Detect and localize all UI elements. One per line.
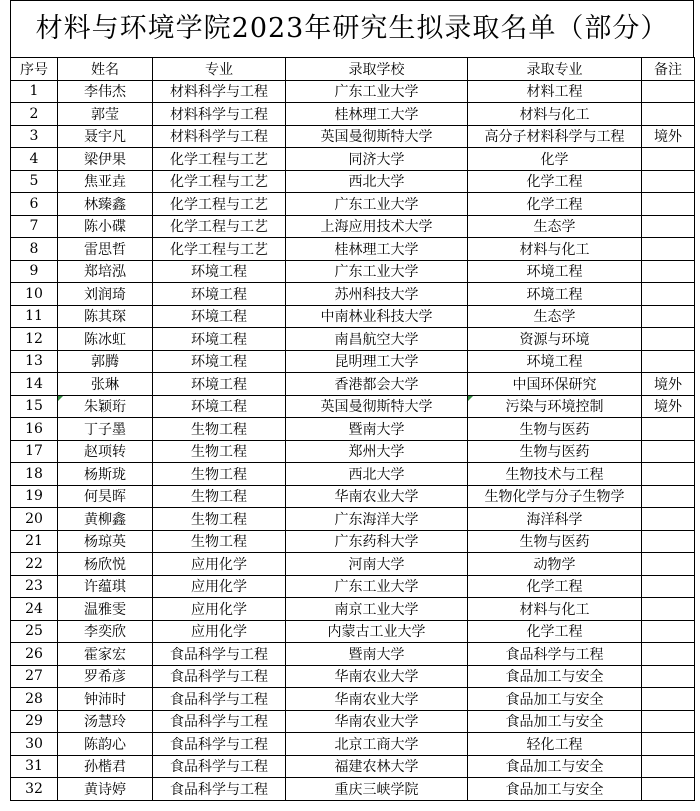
- cell-index: 8: [11, 238, 58, 261]
- cell-index: 14: [11, 373, 58, 396]
- cell-index: 9: [11, 260, 58, 283]
- cell-note: [642, 148, 695, 171]
- table-row: [11, 463, 695, 486]
- cell-school: 郑州大学: [286, 440, 468, 463]
- table-row: [11, 598, 695, 621]
- cell-admitted-major: 化学工程: [468, 193, 642, 216]
- cell-admitted-major: 高分子材料科学与工程: [468, 125, 642, 148]
- cell-name: 林臻鑫: [58, 193, 153, 216]
- cell-major: 环境工程: [153, 260, 286, 283]
- cell-name: 梁伊果: [58, 148, 153, 171]
- cell-major: 材料科学与工程: [153, 125, 286, 148]
- header-row: [11, 58, 695, 81]
- cell-note: [642, 103, 695, 126]
- header-admitted-major: 录取专业: [468, 58, 642, 81]
- cell-school: 内蒙古工业大学: [286, 620, 468, 643]
- cell-major: 化学工程与工艺: [153, 193, 286, 216]
- table-row: [11, 395, 695, 418]
- cell-note: [642, 305, 695, 328]
- cell-note: [642, 710, 695, 733]
- table-row: [11, 530, 695, 553]
- cell-school: 广东海洋大学: [286, 508, 468, 531]
- cell-school: 香港都会大学: [286, 373, 468, 396]
- cell-index: 24: [11, 598, 58, 621]
- header-school: 录取学校: [286, 58, 468, 81]
- cell-major: 化学工程与工艺: [153, 170, 286, 193]
- cell-index: 5: [11, 170, 58, 193]
- table-row: [11, 260, 695, 283]
- cell-index: 1: [11, 80, 58, 103]
- table-row: [11, 373, 695, 396]
- cell-admitted-major: 材料与化工: [468, 238, 642, 261]
- cell-school: 华南农业大学: [286, 665, 468, 688]
- table-row: [11, 778, 695, 801]
- cell-name: 杨琼英: [58, 530, 153, 553]
- cell-note: [642, 733, 695, 756]
- cell-note: [642, 80, 695, 103]
- table-row: [11, 170, 695, 193]
- cell-school: 北京工商大学: [286, 733, 468, 756]
- cell-index: 23: [11, 575, 58, 598]
- cell-admitted-major: 化学工程: [468, 575, 642, 598]
- cell-name: 黄柳鑫: [58, 508, 153, 531]
- cell-name: 刘润琦: [58, 283, 153, 306]
- cell-index: 18: [11, 463, 58, 486]
- cell-note: [642, 688, 695, 711]
- table-row: [11, 193, 695, 216]
- cell-note: [642, 755, 695, 778]
- cell-school: 西北大学: [286, 170, 468, 193]
- cell-admitted-major: 动物学: [468, 553, 642, 576]
- header-note: 备注: [642, 58, 695, 81]
- cell-major: 生物工程: [153, 485, 286, 508]
- cell-note: [642, 643, 695, 666]
- cell-name: 孙楷君: [58, 755, 153, 778]
- cell-name: 郭腾: [58, 350, 153, 373]
- cell-index: 15: [11, 395, 58, 418]
- cell-note: 境外: [642, 125, 695, 148]
- cell-index: 12: [11, 328, 58, 351]
- table-row: [11, 733, 695, 756]
- cell-name: 焦亚垚: [58, 170, 153, 193]
- cell-name: 陈冰虹: [58, 328, 153, 351]
- cell-school: 华南农业大学: [286, 710, 468, 733]
- cell-school: 广东工业大学: [286, 80, 468, 103]
- cell-index: 31: [11, 755, 58, 778]
- cell-name: 罗希彦: [58, 665, 153, 688]
- cell-index: 28: [11, 688, 58, 711]
- cell-admitted-major: 化学: [468, 148, 642, 171]
- cell-major: 材料科学与工程: [153, 103, 286, 126]
- header-name: 姓名: [58, 58, 153, 81]
- cell-school: 广东药科大学: [286, 530, 468, 553]
- cell-major: 生物工程: [153, 530, 286, 553]
- cell-name: 何昊晖: [58, 485, 153, 508]
- cell-major: 食品科学与工程: [153, 665, 286, 688]
- cell-admitted-major: 食品加工与安全: [468, 755, 642, 778]
- table-row: [11, 305, 695, 328]
- cell-index: 30: [11, 733, 58, 756]
- table-row: [11, 238, 695, 261]
- cell-note: [642, 440, 695, 463]
- table-row: [11, 103, 695, 126]
- table-row: [11, 620, 695, 643]
- cell-note: [642, 575, 695, 598]
- cell-note: 境外: [642, 395, 695, 418]
- cell-admitted-major: 食品科学与工程: [468, 643, 642, 666]
- table-row: [11, 575, 695, 598]
- cell-name: 郑培泓: [58, 260, 153, 283]
- cell-admitted-major: 食品加工与安全: [468, 665, 642, 688]
- cell-index: 7: [11, 215, 58, 238]
- table-row: [11, 283, 695, 306]
- cell-name: 黄诗婷: [58, 778, 153, 801]
- cell-admitted-major: 中国环保研究: [468, 373, 642, 396]
- cell-index: 3: [11, 125, 58, 148]
- cell-admitted-major: 环境工程: [468, 350, 642, 373]
- cell-index: 22: [11, 553, 58, 576]
- cell-index: 2: [11, 103, 58, 126]
- cell-major: 食品科学与工程: [153, 733, 286, 756]
- table-row: [11, 328, 695, 351]
- admission-table: [10, 57, 695, 801]
- cell-school: 广东工业大学: [286, 193, 468, 216]
- cell-major: 应用化学: [153, 598, 286, 621]
- cell-school: 华南农业大学: [286, 485, 468, 508]
- cell-school: 暨南大学: [286, 643, 468, 666]
- cell-school: 苏州科技大学: [286, 283, 468, 306]
- table-row: [11, 485, 695, 508]
- table-row: [11, 80, 695, 103]
- cell-name: 陈小碟: [58, 215, 153, 238]
- cell-note: [642, 508, 695, 531]
- cell-major: 环境工程: [153, 283, 286, 306]
- cell-name: 郭莹: [58, 103, 153, 126]
- cell-name: 汤慧玲: [58, 710, 153, 733]
- cell-major: 应用化学: [153, 575, 286, 598]
- table-row: [11, 688, 695, 711]
- table-row: [11, 508, 695, 531]
- cell-name: 许蕴琪: [58, 575, 153, 598]
- cell-note: [642, 530, 695, 553]
- cell-major: 食品科学与工程: [153, 643, 286, 666]
- cell-name: 钟沛时: [58, 688, 153, 711]
- cell-index: 27: [11, 665, 58, 688]
- cell-school: 重庆三峡学院: [286, 778, 468, 801]
- cell-index: 17: [11, 440, 58, 463]
- cell-school: 中南林业科技大学: [286, 305, 468, 328]
- cell-major: 生物工程: [153, 508, 286, 531]
- cell-school: 上海应用技术大学: [286, 215, 468, 238]
- cell-admitted-major: 轻化工程: [468, 733, 642, 756]
- cell-major: 环境工程: [153, 305, 286, 328]
- cell-index: 25: [11, 620, 58, 643]
- cell-name: 李伟杰: [58, 80, 153, 103]
- cell-admitted-major: 食品加工与安全: [468, 688, 642, 711]
- cell-admitted-major: 生物与医药: [468, 440, 642, 463]
- cell-note: [642, 283, 695, 306]
- cell-school: 同济大学: [286, 148, 468, 171]
- cell-index: 16: [11, 418, 58, 441]
- cell-name: 聂宇凡: [58, 125, 153, 148]
- cell-admitted-major: 生态学: [468, 215, 642, 238]
- cell-admitted-major: 材料工程: [468, 80, 642, 103]
- table-row: [11, 553, 695, 576]
- cell-major: 食品科学与工程: [153, 710, 286, 733]
- cell-note: [642, 553, 695, 576]
- cell-note: [642, 215, 695, 238]
- cell-admitted-major: 化学工程: [468, 170, 642, 193]
- cell-admitted-major: 环境工程: [468, 283, 642, 306]
- cell-admitted-major: 生物化学与分子生物学: [468, 485, 642, 508]
- cell-major: 应用化学: [153, 553, 286, 576]
- cell-name: 张琳: [58, 373, 153, 396]
- cell-school: 西北大学: [286, 463, 468, 486]
- cell-note: [642, 328, 695, 351]
- cell-note: [642, 778, 695, 801]
- cell-admitted-major: 生物与医药: [468, 530, 642, 553]
- header-index: 序号: [11, 58, 58, 81]
- cell-major: 生物工程: [153, 463, 286, 486]
- cell-index: 19: [11, 485, 58, 508]
- cell-index: 6: [11, 193, 58, 216]
- cell-name: 赵项转: [58, 440, 153, 463]
- cell-index: 21: [11, 530, 58, 553]
- cell-admitted-major: 污染与环境控制: [468, 395, 642, 418]
- cell-note: [642, 598, 695, 621]
- cell-note: [642, 665, 695, 688]
- cell-index: 26: [11, 643, 58, 666]
- cell-school: 英国曼彻斯特大学: [286, 125, 468, 148]
- cell-school: 广东工业大学: [286, 575, 468, 598]
- cell-school: 广东工业大学: [286, 260, 468, 283]
- table-row: [11, 148, 695, 171]
- cell-note: [642, 260, 695, 283]
- cell-note: [642, 170, 695, 193]
- cell-index: 29: [11, 710, 58, 733]
- cell-name: 李奕欣: [58, 620, 153, 643]
- cell-school: 桂林理工大学: [286, 103, 468, 126]
- cell-major: 材料科学与工程: [153, 80, 286, 103]
- table-row: [11, 643, 695, 666]
- cell-major: 生物工程: [153, 418, 286, 441]
- cell-name: 温雅雯: [58, 598, 153, 621]
- cell-major: 化学工程与工艺: [153, 238, 286, 261]
- cell-name: 朱颖珩: [58, 395, 153, 418]
- cell-school: 河南大学: [286, 553, 468, 576]
- table-row: [11, 215, 695, 238]
- cell-admitted-major: 化学工程: [468, 620, 642, 643]
- cell-name: 陈韵心: [58, 733, 153, 756]
- cell-name: 陈其琛: [58, 305, 153, 328]
- cell-note: [642, 193, 695, 216]
- cell-note: [642, 418, 695, 441]
- cell-school: 南京工业大学: [286, 598, 468, 621]
- cell-index: 13: [11, 350, 58, 373]
- header-major: 专业: [153, 58, 286, 81]
- cell-name: 雷思哲: [58, 238, 153, 261]
- cell-admitted-major: 环境工程: [468, 260, 642, 283]
- cell-school: 英国曼彻斯特大学: [286, 395, 468, 418]
- table-row: [11, 665, 695, 688]
- cell-admitted-major: 生态学: [468, 305, 642, 328]
- cell-admitted-major: 资源与环境: [468, 328, 642, 351]
- cell-admitted-major: 海洋科学: [468, 508, 642, 531]
- cell-major: 生物工程: [153, 440, 286, 463]
- cell-school: 暨南大学: [286, 418, 468, 441]
- cell-note: [642, 620, 695, 643]
- table-row: [11, 440, 695, 463]
- cell-admitted-major: 生物与医药: [468, 418, 642, 441]
- cell-school: 昆明理工大学: [286, 350, 468, 373]
- cell-major: 环境工程: [153, 350, 286, 373]
- cell-index: 20: [11, 508, 58, 531]
- table-row: [11, 710, 695, 733]
- cell-admitted-major: 生物技术与工程: [468, 463, 642, 486]
- cell-school: 华南农业大学: [286, 688, 468, 711]
- cell-name: 霍家宏: [58, 643, 153, 666]
- cell-major: 食品科学与工程: [153, 688, 286, 711]
- cell-index: 11: [11, 305, 58, 328]
- table-row: [11, 755, 695, 778]
- cell-major: 食品科学与工程: [153, 755, 286, 778]
- cell-name: 杨欣悦: [58, 553, 153, 576]
- cell-note: [642, 463, 695, 486]
- table-row: [11, 418, 695, 441]
- cell-major: 环境工程: [153, 395, 286, 418]
- cell-major: 环境工程: [153, 328, 286, 351]
- table-row: [11, 125, 695, 148]
- cell-school: 南昌航空大学: [286, 328, 468, 351]
- cell-note: 境外: [642, 373, 695, 396]
- page-title: 材料与环境学院2023年研究生拟录取名单（部分）: [10, 0, 694, 57]
- cell-name: 丁子墨: [58, 418, 153, 441]
- table-row: [11, 350, 695, 373]
- cell-note: [642, 485, 695, 508]
- cell-note: [642, 238, 695, 261]
- cell-school: 福建农林大学: [286, 755, 468, 778]
- cell-note: [642, 350, 695, 373]
- cell-admitted-major: 材料与化工: [468, 103, 642, 126]
- cell-index: 32: [11, 778, 58, 801]
- cell-major: 化学工程与工艺: [153, 215, 286, 238]
- cell-admitted-major: 食品加工与安全: [468, 778, 642, 801]
- cell-index: 10: [11, 283, 58, 306]
- cell-school: 桂林理工大学: [286, 238, 468, 261]
- cell-major: 食品科学与工程: [153, 778, 286, 801]
- cell-major: 化学工程与工艺: [153, 148, 286, 171]
- cell-major: 环境工程: [153, 373, 286, 396]
- cell-major: 应用化学: [153, 620, 286, 643]
- cell-name: 杨斯珑: [58, 463, 153, 486]
- cell-index: 4: [11, 148, 58, 171]
- cell-admitted-major: 食品加工与安全: [468, 710, 642, 733]
- cell-admitted-major: 材料与化工: [468, 598, 642, 621]
